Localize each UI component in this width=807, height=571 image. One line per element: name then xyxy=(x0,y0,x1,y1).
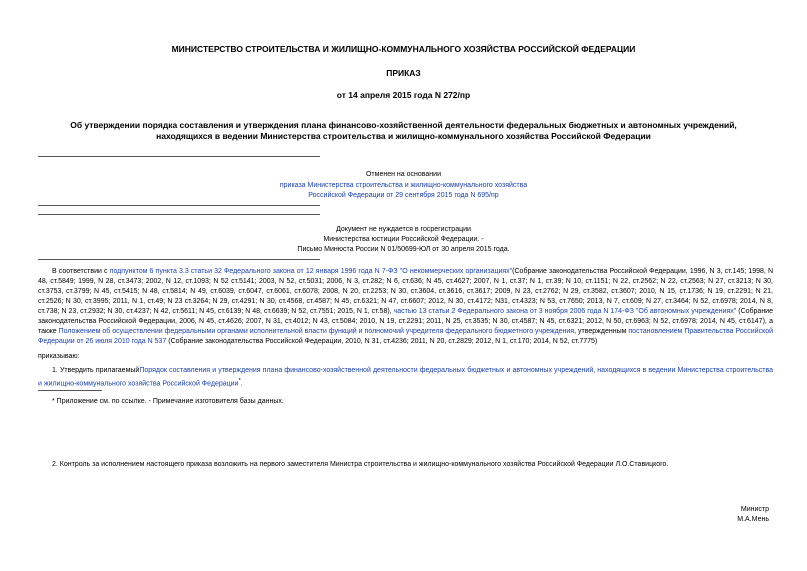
preamble-text: (Собрание законодательства Российской Федерации, 2006, N 45, ст.4626; 2007, N 31, ст.4012; N 43, ст.5084; 2010, N 19, ст.2291; 2011, N 25, ст.3535; N 30, ст.4587; N 45, ст.6321; 2012, N 50, ст.6963; N 52, ст.6978; 2014, N 45, ст.6147), а также xyxy=(38,308,773,335)
government-resolution-link[interactable]: постановлением Правительства Российской Федерации от 26 июля 2010 года N 537 xyxy=(38,328,774,345)
status-note-text: Отменен на основании xyxy=(365,171,441,178)
divider xyxy=(38,259,320,260)
registration-note-line3: Письмо Минюста России N 01/50699-ЮЛ от 30 апреля 2015 года. xyxy=(297,246,510,253)
preamble-text: (Собрание законодательства Российской Федерации, 1996, N 3, ст.145; 1998, N 48, ст.5849; 1999, N 28, ст.3473; 2002, N 12, ст.1093; N 52 ст.5141; 2003, N 52, ст.5031; 2006, N 3, ст.282; N 6, ст.636; N 45, ст.4627; 2007, N 1, ст.37; N 1, ст.39; N 10, ст.1151; N 22, ст.2562; N 22, ст.2563; N 27, ст.3213; N 30, ст.3753, ст.3799; N 45, ст.5415; N 48, ст.5814; N 49, ст.6039, ст.6047, ст.6061, ст.6078; 2008, N 20, ст.2253; N 30, ст.3604, ст.3616, ст.3617; 2009, N 23, ст.2762; N 29, ст.3582, ст.3607; 2010, N 15, ст.1736; N 19, ст.2291; N 21, ст.2526; N 30, ст.3995; 2011, N 1, ст.49; N 23 ст.3264; N 29, ст.4291; N 30, ст.4568, ст.4587; N 45, ст.6321; N 47, ст.6607; 2012, N 30, ст.4172; N31, ст.4323; N 53, ст.7650; 2013, N 7, ст.609; N 27, ст.3464; N 52, ст.6978; 2014, N 8, ст.738; N 23, ст.2932; N 30, ст.4237; N 42, ст.5611; N 45, ст.6139; N 48, ст.6639; N 52, ст.7551; 2015, N 1, ст.58), xyxy=(38,268,774,315)
law-7fz-link[interactable]: подпунктом 6 пункта 3.3 статьи 32 Федерального закона от 12 января 1996 года N 7-ФЗ "О некоммерческих организациях" xyxy=(109,268,513,275)
divider xyxy=(38,214,320,215)
item-1-text: 1. Утвердить прилагаемый xyxy=(52,367,140,374)
registration-note-line1: Документ не нуждается в госрегистрации xyxy=(336,226,471,233)
item-1-paragraph xyxy=(38,366,773,389)
document-date-number: от 14 апреля 2015 года N 272/пр xyxy=(336,90,471,100)
cancel-order-link-line1[interactable]: приказа Министерства строительства и жилищно-коммунального хозяйства xyxy=(279,182,528,189)
ministry-heading: МИНИСТЕРСТВО СТРОИТЕЛЬСТВА И ЖИЛИЩНО-КОММУНАЛЬНОГО ХОЗЯЙСТВА РОССИЙСКОЙ ФЕДЕРАЦИИ xyxy=(171,44,636,54)
cancel-order-link[interactable] xyxy=(200,181,607,201)
status-note xyxy=(200,170,607,201)
law-174fz-link[interactable]: частью 13 статьи 2 Федерального закона от 3 ноября 2006 года N 174-ФЗ "Об автономных учреждениях" xyxy=(393,308,737,315)
document-title xyxy=(20,120,787,142)
preamble-text: (Собрание законодательства Российской Федерации, 2010, N 31, ст.4236; 2011, N 20, ст.2829; 2012, N 1, ст.170; 2014, N 52, ст.7775) xyxy=(166,338,598,345)
preamble-text: , утвержденным xyxy=(574,328,629,335)
item-1-text: . xyxy=(240,380,243,388)
regulation-link[interactable]: Положением об осуществлении федеральными органами исполнительной власти функций и полномочий учредителя федерального бюджетного учреждения xyxy=(58,328,575,335)
footnote-divider xyxy=(38,390,102,391)
footnote-marker: * xyxy=(238,378,241,384)
cancel-order-link-line2[interactable]: Российской Федерации от 29 сентября 2015 года N 695/пр xyxy=(308,192,499,199)
procedure-link[interactable]: Порядок составления и утверждения плана финансово-хозяйственной деятельности федеральных бюджетных и автономных учреждений, находящихся в ведении Министерства строительства и жилищно-коммунального хозяйства Российской Федерации xyxy=(38,367,773,388)
footnote: * Приложение см. по ссылке. - Примечание изготовителя базы данных. xyxy=(52,398,284,405)
registration-note-line2: Министерства юстиции Российской Федерации. - xyxy=(323,236,484,243)
signature-position: Министр xyxy=(740,506,769,513)
registration-note xyxy=(200,225,607,255)
document-type: ПРИКАЗ xyxy=(386,68,421,78)
title-line-2: находящихся в ведении Министерства строительства и жилищно-коммунального хозяйства Российской Федерации xyxy=(156,131,651,141)
item-2-paragraph: 2. Контроль за исполнением настоящего приказа возложить на первого заместителя Министра строительства и жилищно-коммунального хозяйства Российской Федерации Л.О.Ставицкого. xyxy=(52,461,669,468)
preamble-text: В соответствии с xyxy=(52,268,110,275)
order-word: приказываю: xyxy=(38,353,80,360)
divider xyxy=(38,205,320,206)
preamble-paragraph xyxy=(38,267,773,347)
signature-name: М.А.Мень xyxy=(737,516,769,523)
signature-block xyxy=(737,505,769,525)
divider xyxy=(38,156,320,157)
title-line-1: Об утверждении порядка составления и утверждения плана финансово-хозяйственной деятельности федеральных бюджетных и автономных учреждений, xyxy=(70,120,737,130)
